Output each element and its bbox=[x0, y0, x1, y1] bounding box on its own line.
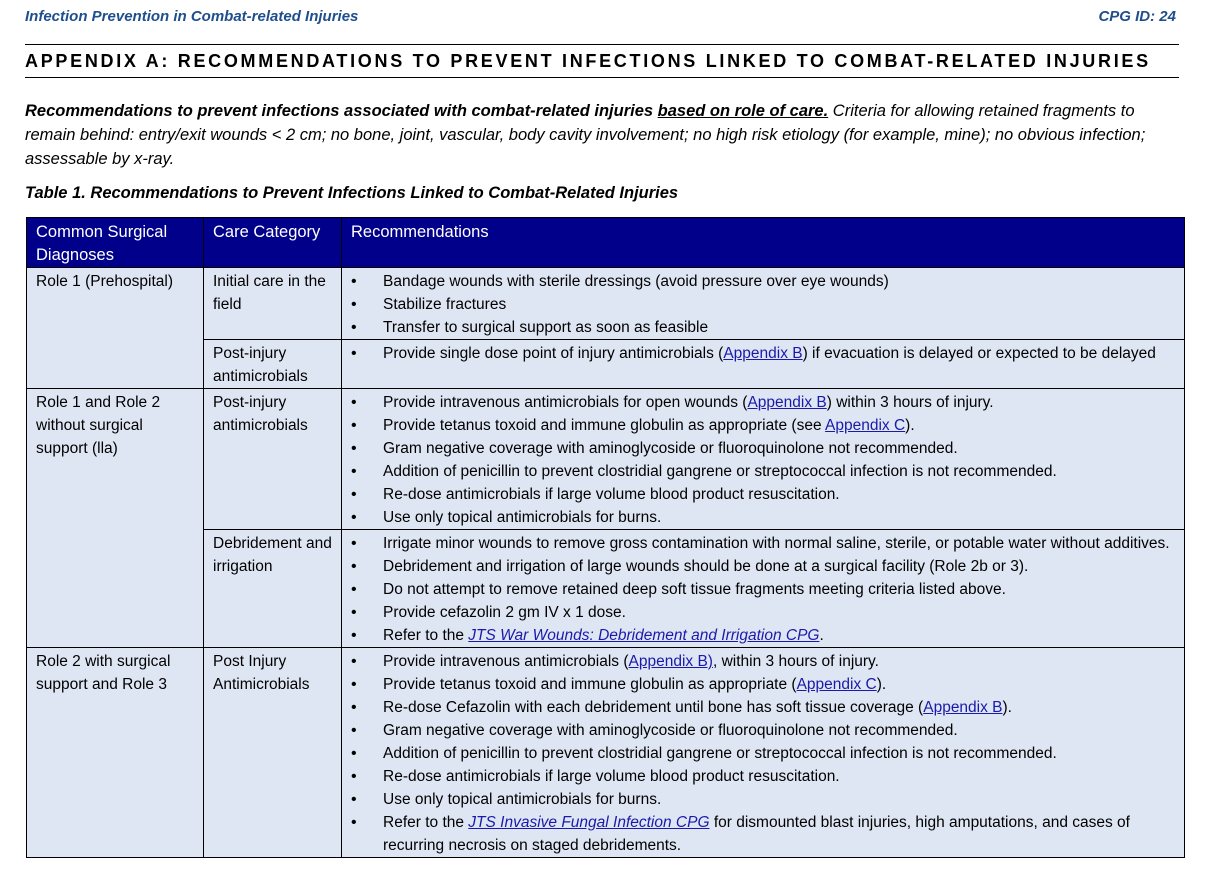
list-item: • Provide tetanus toxoid and immune globulin as appropriate (see Appendix C). bbox=[342, 414, 1175, 437]
running-header-cpg-id: CPG ID: 24 bbox=[1098, 8, 1176, 25]
list-item: • Re-dose antimicrobials if large volume blood product resuscitation. bbox=[342, 765, 1175, 788]
intro-rest: Criteria for allowing retained fragments to remain behind: entry/exit wounds < 2 cm; no bone, joint, vascular, body cavity involvement; no high risk etiology (for example, mine); no obvious infection; assessable by x-ray. bbox=[25, 102, 1146, 168]
intro-bold: Recommendations to prevent infections associated with combat-related injuries bbox=[25, 102, 658, 120]
list-item: • Stabilize fractures bbox=[342, 293, 1175, 316]
list-item: • Addition of penicillin to prevent clostridial gangrene or streptococcal infection is not recommended. bbox=[342, 742, 1175, 765]
appendix-heading: APPENDIX A: RECOMMENDATIONS TO PREVENT INFECTIONS LINKED TO COMBAT-RELATED INJURIES bbox=[25, 44, 1179, 78]
list-item: • Provide intravenous antimicrobials (Appendix B), within 3 hours of injury. bbox=[342, 650, 1175, 673]
header-recommendations: Recommendations bbox=[342, 218, 1185, 268]
list-item: • Gram negative coverage with aminoglycoside or fluoroquinolone not recommended. bbox=[342, 437, 1175, 460]
header-diagnoses: Common Surgical Diagnoses bbox=[27, 218, 204, 268]
appendix-c-link[interactable]: Appendix C bbox=[796, 676, 877, 693]
recommendations-cell bbox=[342, 268, 1185, 340]
appendix-b-link[interactable]: Appendix B) bbox=[628, 653, 713, 670]
list-item: • Re-dose antimicrobials if large volume blood product resuscitation. bbox=[342, 483, 1175, 506]
appendix-b-link[interactable]: Appendix B bbox=[923, 699, 1003, 716]
list-item: • Provide intravenous antimicrobials for open wounds (Appendix B) within 3 hours of injury. bbox=[342, 391, 1175, 414]
list-item: • Do not attempt to remove retained deep soft tissue fragments meeting criteria listed above. bbox=[342, 578, 1175, 601]
list-item: • Bandage wounds with sterile dressings (avoid pressure over eye wounds) bbox=[342, 270, 1175, 293]
recommendations-cell bbox=[342, 389, 1185, 530]
list-item: • Transfer to surgical support as soon as feasible bbox=[342, 316, 1175, 339]
list-item: • Use only topical antimicrobials for burns. bbox=[342, 506, 1175, 529]
diagnosis-cell: Role 1 and Role 2 without surgical support (lla) bbox=[27, 389, 204, 648]
table-row bbox=[27, 389, 1185, 530]
table-caption: Table 1. Recommendations to Prevent Infections Linked to Combat-Related Injuries bbox=[25, 184, 679, 202]
list-item: • Debridement and irrigation of large wounds should be done at a surgical facility (Role 2b or 3). bbox=[342, 555, 1175, 578]
diagnosis-cell: Role 2 with surgical support and Role 3 bbox=[27, 648, 204, 858]
care-category-cell: Post Injury Antimicrobials bbox=[204, 648, 342, 858]
list-item: • Provide single dose point of injury antimicrobials (Appendix B) if evacuation is delayed or expected to be delayed bbox=[342, 342, 1175, 365]
list-item: • Re-dose Cefazolin with each debridement until bone has soft tissue coverage (Appendix B). bbox=[342, 696, 1175, 719]
list-item: • Refer to the JTS Invasive Fungal Infection CPG for dismounted blast injuries, high amputations, and cases of recurring necrosis on staged debridements. bbox=[342, 811, 1175, 857]
appendix-b-link[interactable]: Appendix B bbox=[747, 394, 827, 411]
list-item: • Irrigate minor wounds to remove gross contamination with normal saline, sterile, or potable water without additives. bbox=[342, 532, 1175, 555]
table-row bbox=[27, 648, 1185, 858]
intro-bold-underline: based on role of care. bbox=[657, 102, 829, 120]
care-category-cell: Initial care in the field bbox=[204, 268, 342, 340]
recommendations-cell bbox=[342, 340, 1185, 389]
care-category-cell: Post-injury antimicrobials bbox=[204, 340, 342, 389]
war-wounds-cpg-link[interactable]: JTS War Wounds: Debridement and Irrigation CPG bbox=[468, 627, 820, 644]
intro-paragraph bbox=[25, 99, 1185, 171]
table-row bbox=[27, 268, 1185, 340]
diagnosis-cell: Role 1 (Prehospital) bbox=[27, 268, 204, 389]
list-item: • Addition of penicillin to prevent clostridial gangrene or streptococcal infection is not recommended. bbox=[342, 460, 1175, 483]
appendix-b-link[interactable]: Appendix B bbox=[723, 345, 803, 362]
recommendations-table bbox=[26, 217, 1185, 858]
list-item: • Provide tetanus toxoid and immune globulin as appropriate (Appendix C). bbox=[342, 673, 1175, 696]
header-care-category: Care Category bbox=[204, 218, 342, 268]
list-item: • Use only topical antimicrobials for burns. bbox=[342, 788, 1175, 811]
running-header-title: Infection Prevention in Combat-related Injuries bbox=[25, 8, 359, 25]
fungal-infection-cpg-link[interactable]: JTS Invasive Fungal Infection CPG bbox=[468, 814, 710, 831]
recommendations-cell bbox=[342, 530, 1185, 648]
care-category-cell: Post-injury antimicrobials bbox=[204, 389, 342, 530]
list-item: • Gram negative coverage with aminoglycoside or fluoroquinolone not recommended. bbox=[342, 719, 1175, 742]
list-item: • Refer to the JTS War Wounds: Debridement and Irrigation CPG. bbox=[342, 624, 1175, 647]
recommendations-cell bbox=[342, 648, 1185, 858]
care-category-cell: Debridement and irrigation bbox=[204, 530, 342, 648]
table-header-row bbox=[27, 218, 1185, 268]
appendix-c-link[interactable]: Appendix C bbox=[825, 417, 906, 434]
list-item: • Provide cefazolin 2 gm IV x 1 dose. bbox=[342, 601, 1175, 624]
